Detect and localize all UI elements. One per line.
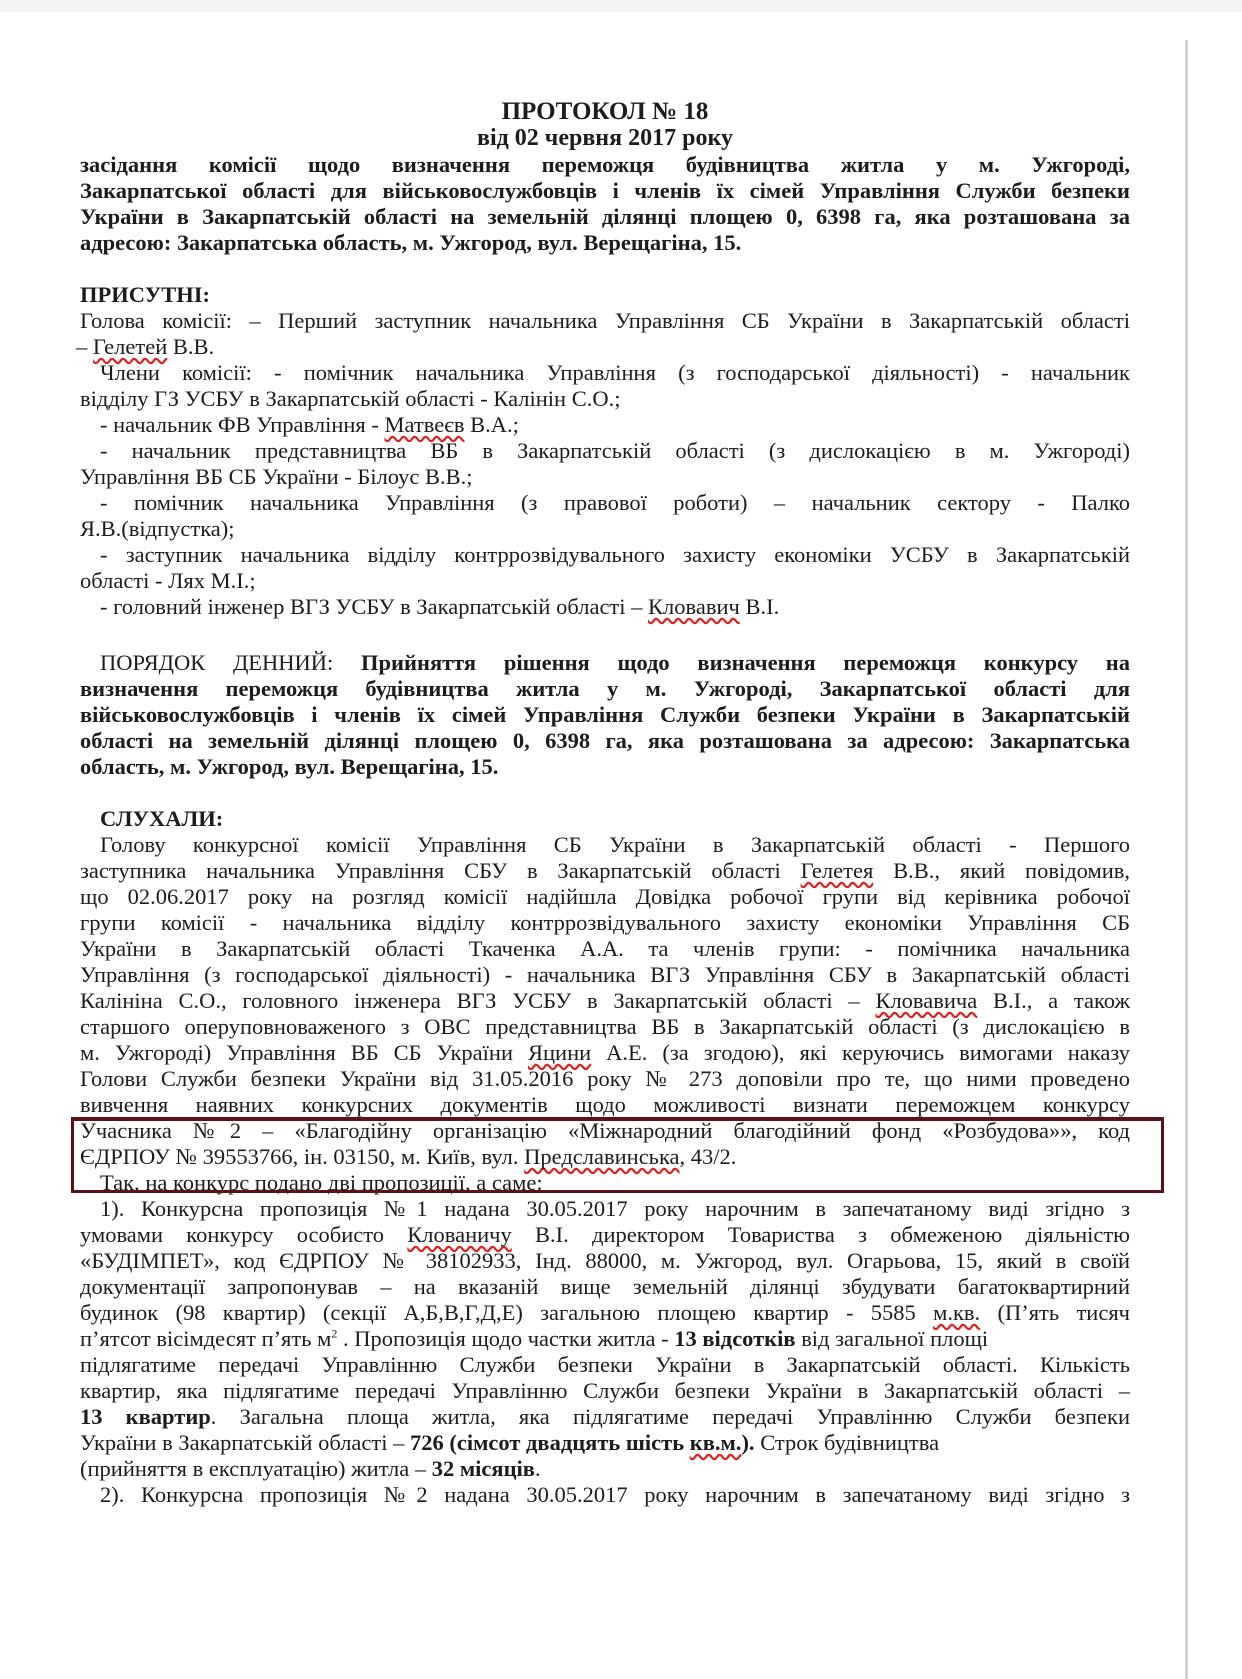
text: умовами конкурсу особисто bbox=[80, 1222, 408, 1247]
text: від загальної площі bbox=[795, 1326, 989, 1351]
text: п’ятсот вісімдесят п’ять м bbox=[80, 1326, 332, 1351]
heard-line: що 02.06.2017 року на розгляд комісії надійшла Довідка робочої групи від керівника робочої bbox=[80, 884, 1130, 909]
text: В.В., який повідомив, bbox=[873, 858, 1130, 883]
present-line: області - Лях М.І.; bbox=[80, 568, 256, 593]
superscript: 2 bbox=[331, 1326, 338, 1341]
text: . Загальна площа житла, яка підлягатиме передачі Управлінню Служби безпеки bbox=[210, 1404, 1130, 1429]
present-line bbox=[76, 333, 1126, 361]
text: А.Е. (за згодою), які керуючись вимогами наказу bbox=[591, 1040, 1130, 1065]
highlight-box bbox=[71, 1117, 1164, 1193]
present-heading: ПРИСУТНІ: bbox=[80, 282, 210, 307]
spellcheck-name: Яцини bbox=[527, 1040, 592, 1065]
agenda-line: область, м. Ужгород, вул. Верещагіна, 15. bbox=[80, 754, 499, 779]
present-line: Голова комісії: – Перший заступник начальника Управління СБ України в Закарпатській області bbox=[80, 308, 1130, 333]
heard-line bbox=[80, 857, 1130, 885]
proposal1-line: 1). Конкурсна пропозиція №1 надана 30.05.2017 року нарочним в запечатаному виді згідно з bbox=[100, 1196, 1130, 1221]
heard-line: вивчення наявних конкурсних документів щодо можливості визнати переможцем конкурсу bbox=[80, 1092, 1130, 1117]
proposal1-line bbox=[80, 1299, 1130, 1327]
subject-line: адресою: Закарпатська область, м. Ужгород, вул. Верещагіна, 15. bbox=[80, 230, 742, 255]
text: ЄДРПОУ № 39553766, ін. 03150, м. Київ, вул. bbox=[80, 1144, 525, 1169]
highlighted-line: Учасника №2 – «Благодійну організацію «Міжнародний благодійний фонд «Розбудова»», код bbox=[80, 1118, 1130, 1143]
role: - начальник ФВ Управління - bbox=[100, 412, 385, 437]
proposal1-line: підлягатиме передачі Управлінню Служби безпеки України в Закарпатській області. Кількість bbox=[80, 1352, 1130, 1377]
heard-line: старшого оперуповноваженого з ОВС представництва ВБ в Закарпатській області (з дислокацією в bbox=[80, 1014, 1130, 1039]
present-line: Члени комісії: - помічник начальника Управління (з господарської діяльності) - начальник bbox=[100, 360, 1130, 385]
heard-line bbox=[80, 1039, 1130, 1067]
text: В.І. директором Товариства з обмеженою діяльністю bbox=[511, 1222, 1130, 1247]
agenda-line: військовослужбовців і членів їх сімей Управління Служби безпеки України в Закарпатській bbox=[80, 702, 1130, 727]
agenda-line bbox=[80, 649, 1130, 677]
text: будинок (98 квартир) (секції А,Б,В,Г,Д,Е) загальною площею квартир - 5585 bbox=[80, 1300, 934, 1325]
heard-line: Голову конкурсної комісії Управління СБ України в Закарпатській області - Першого bbox=[100, 832, 1130, 857]
apartments-value: 13 квартир bbox=[80, 1404, 211, 1429]
spellcheck-name: Кловавич bbox=[648, 594, 740, 619]
page-edge-divider bbox=[1185, 40, 1188, 1679]
text: , 43/2. bbox=[679, 1144, 737, 1169]
role: - головний інженер ВГЗ УСБУ в Закарпатській області – bbox=[100, 594, 649, 619]
heard-line: України в Закарпатській області Ткаченка А.А. та членів групи: - помічника начальника bbox=[80, 936, 1130, 961]
text: України в Закарпатській області – bbox=[80, 1430, 410, 1455]
proposal2-line: 2). Конкурсна пропозиція №2 надана 30.05.2017 року нарочним в запечатаному виді згідно з bbox=[100, 1482, 1130, 1507]
subject-line: засідання комісії щодо визначення переможця будівництва житла у м. Ужгороді, bbox=[80, 152, 1130, 177]
present-line: - начальник представництва ВБ в Закарпатській області (з дислокацією в м. Ужгороді) bbox=[100, 438, 1130, 463]
text: (П’ять тисяч bbox=[980, 1300, 1130, 1325]
proposal1-line bbox=[80, 1325, 1130, 1353]
document-title: ПРОТОКОЛ № 18 bbox=[501, 98, 709, 125]
subject-line: України в Закарпатській області на земельній ділянці площею 0, 6398 га, яка розташована за bbox=[80, 204, 1130, 229]
spellcheck-street: Предславинська bbox=[524, 1144, 680, 1169]
spellcheck-name: Гелетей bbox=[92, 334, 168, 359]
heard-line bbox=[80, 987, 1130, 1015]
spellcheck-name: Матвеєв bbox=[384, 412, 465, 437]
text: Строк будівництва bbox=[754, 1430, 940, 1455]
proposal1-line bbox=[80, 1403, 1130, 1431]
text: Калініна С.О., головного інженера ВГЗ УСБУ в Закарпатській області – bbox=[80, 988, 876, 1013]
dash: – bbox=[76, 334, 93, 359]
area-value: 726 (сімсот двадцять шість bbox=[410, 1430, 690, 1455]
spellcheck-unit: м.кв. bbox=[933, 1300, 981, 1325]
text: . bbox=[534, 1456, 541, 1481]
present-line bbox=[80, 411, 1130, 439]
document-date: від 02 червня 2017 року bbox=[477, 125, 733, 151]
proposal1-line: документації запропонував – на вказаній вище земельній ділянці збудувати багатоквартирний bbox=[80, 1274, 1130, 1299]
proposal1-line bbox=[80, 1221, 1130, 1249]
spellcheck-name: Кловавича bbox=[875, 988, 978, 1013]
present-line: - помічник начальника Управління (з правової роботи) – начальник сектору - Палко bbox=[100, 490, 1130, 515]
proposal1-line bbox=[80, 1429, 1130, 1457]
text: заступника начальника Управління СБУ в Закарпатській області bbox=[80, 858, 801, 883]
heard-heading: СЛУХАЛИ: bbox=[100, 806, 224, 831]
heard-line: Управління (з господарської діяльності) - начальника ВГЗ Управління СБУ в Закарпатській області bbox=[80, 962, 1130, 987]
present-line: Управління ВБ СБ України - Білоус В.В.; bbox=[80, 464, 473, 489]
viewer-top-bar bbox=[0, 0, 1242, 12]
present-line bbox=[80, 593, 1130, 621]
agenda-line: області на земельній ділянці площею 0, 6398 га, яка розташована за адресою: Закарпатська bbox=[80, 728, 1130, 753]
text: ). bbox=[741, 1430, 755, 1455]
spellcheck-unit: кв.м. bbox=[689, 1430, 742, 1455]
proposal1-line: «БУДІМПЕТ», код ЄДРПОУ № 38102933, Інд. 88000, м. Ужгород, вул. Огарьова, 15, який в своїй bbox=[80, 1248, 1130, 1273]
present-line: - заступник начальника відділу контррозвідувального захисту економіки УСБУ в Закарпатській bbox=[100, 542, 1130, 567]
present-line: відділу ГЗ УСБУ в Закарпатській області - Калінін С.О.; bbox=[80, 386, 621, 411]
proposal1-line: квартир, яка підлягатиме передачі Управлінню Служби безпеки України в Закарпатській області – bbox=[80, 1378, 1130, 1403]
heard-line: групи комісії - начальника відділу контррозвідувального захисту економіки Управління СБ bbox=[80, 910, 1130, 935]
proposal1-line bbox=[80, 1455, 1130, 1483]
text: В.І., а також bbox=[977, 988, 1130, 1013]
text: (прийняття в експлуатацію) житла – bbox=[80, 1456, 432, 1481]
text: . Пропозиція щодо частки житла - bbox=[337, 1326, 675, 1351]
initials: В.В. bbox=[167, 334, 215, 359]
initials: В.І. bbox=[739, 594, 780, 619]
initials: В.А.; bbox=[464, 412, 519, 437]
agenda-text: Прийняття рішення щодо визначення переможця конкурсу на bbox=[361, 650, 1130, 675]
term-value: 32 місяців bbox=[431, 1456, 535, 1481]
text: м. Ужгороді) Управління ВБ СБ України bbox=[80, 1040, 528, 1065]
agenda-line: визначення переможця будівництва житла у м. Ужгороді, Закарпатської області для bbox=[80, 676, 1130, 701]
spellcheck-name: Гелетея bbox=[800, 858, 874, 883]
heard-line: Голови Служби безпеки України від 31.05.2016 року № 273 доповіли про те, що ними проведено bbox=[80, 1066, 1130, 1091]
subject-line: Закарпатської області для військовослужбовців і членів їх сімей Управління Служби безпеки bbox=[80, 178, 1130, 203]
proposals-intro: Так, на конкурс подано дві пропозиції, а саме: bbox=[100, 1170, 543, 1195]
spellcheck-name: Клованичу bbox=[407, 1222, 512, 1247]
share-value: 13 відсотків bbox=[674, 1326, 796, 1351]
present-line: Я.В.(відпустка); bbox=[80, 516, 235, 541]
agenda-label: ПОРЯДОК ДЕННИЙ: bbox=[100, 650, 362, 675]
